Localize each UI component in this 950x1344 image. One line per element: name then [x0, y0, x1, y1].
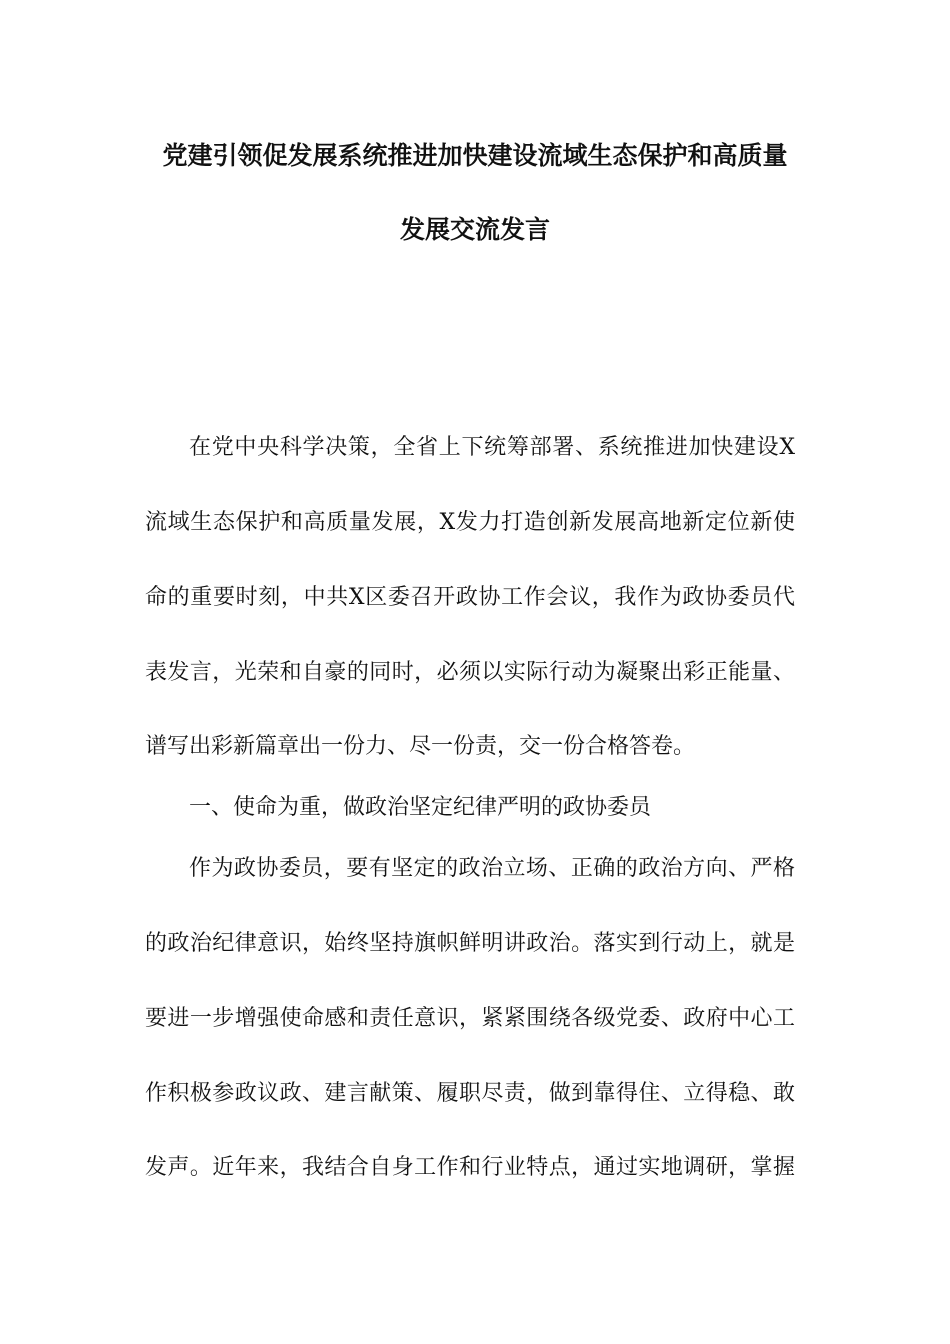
- paragraph-2-line-4: 作积极参政议政、建言献策、履职尽责，做到靠得住、立得稳、敢: [145, 1081, 795, 1106]
- document-title-line-2: 发展交流发言: [399, 215, 550, 244]
- paragraph-2-line-2: 的政治纪律意识，始终坚持旗帜鲜明讲政治。落实到行动上，就是: [145, 931, 795, 956]
- paragraph-2-line-1: 作为政协委员，要有坚定的政治立场、正确的政治方向、严格: [189, 856, 795, 881]
- paragraph-1-line-4: 表发言，光荣和自豪的同时，必须以实际行动为凝聚出彩正能量、: [145, 660, 795, 685]
- paragraph-2-line-5: 发声。近年来，我结合自身工作和行业特点，通过实地调研，掌握: [145, 1155, 795, 1180]
- paragraph-1-line-2: 流域生态保护和高质量发展，X发力打造创新发展高地新定位新使: [145, 510, 795, 535]
- paragraph-2-line-3: 要进一步增强使命感和责任意识，紧紧围绕各级党委、政府中心工: [145, 1006, 795, 1031]
- document-title-line-1: 党建引领促发展系统推进加快建设流域生态保护和高质量: [162, 141, 788, 170]
- paragraph-1-line-3: 命的重要时刻，中共X区委召开政协工作会议，我作为政协委员代: [145, 585, 795, 610]
- paragraph-1-line-1: 在党中央科学决策，全省上下统筹部署、系统推进加快建设X: [189, 435, 795, 460]
- section-heading: 一、使命为重，做政治坚定纪律严明的政协委员: [189, 795, 652, 820]
- paragraph-1-line-5: 谱写出彩新篇章出一份力、尽一份责，交一份合格答卷。: [145, 734, 696, 759]
